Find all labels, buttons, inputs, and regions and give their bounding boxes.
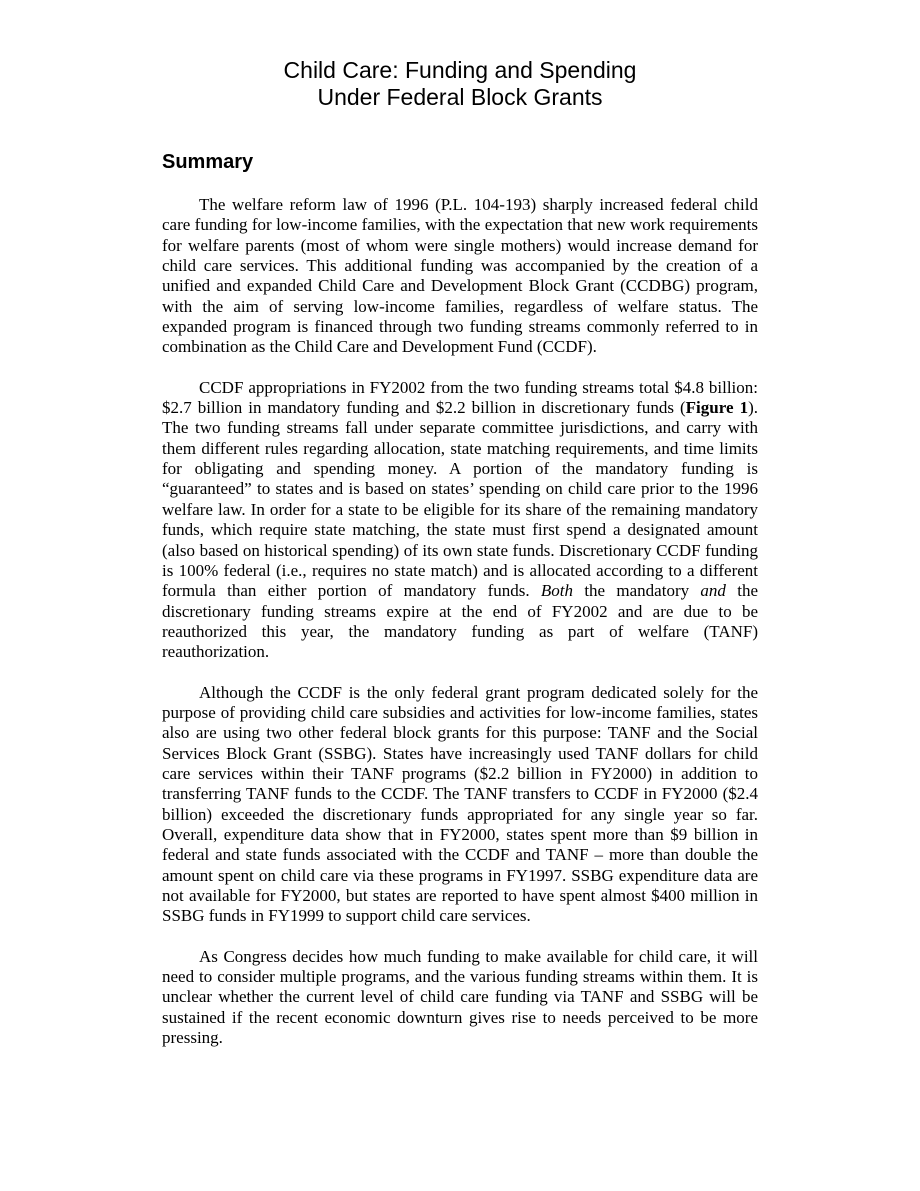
paragraph-4: As Congress decides how much funding to make available for child care, it will need to consider multiple programs, and the various funding streams within them. It is unclear whether the current level of child care funding via TANF and SSBG will be sustained if the recent economic downturn gives rise to needs perceived to be more pressing. xyxy=(162,946,758,1048)
paragraph-2-text-c: the mandatory xyxy=(573,581,701,601)
figure-1-reference: Figure 1 xyxy=(685,398,749,418)
title-line-2: Under Federal Block Grants xyxy=(317,84,603,110)
emphasis-both: Both xyxy=(540,581,574,601)
paragraph-2 xyxy=(162,378,758,663)
title-line-1: Child Care: Funding and Spending xyxy=(283,57,637,83)
paragraph-1: The welfare reform law of 1996 (P.L. 104-193) sharply increased federal child care funding for low-income families, with the expectation that new work requirements for welfare parents (most of whom were single mothers) would increase demand for child care services. This additional funding was accompanied by the creation of a unified and expanded Child Care and Development Block Grant (CCDBG) program, with the aim of serving low-income families, regardless of welfare status. The expanded program is financed through two funding streams commonly referred to in combination as the Child Care and Development Fund (CCDF). xyxy=(162,195,758,357)
paragraph-2-text-b: ). The two funding streams fall under separate committee jurisdictions, and carry with them different rules regarding allocation, state matching requirements, and time limits for obligating and spending money. A portion of the mandatory funding is “guaranteed” to states and is based on states’ spending on child care prior to the 1996 welfare law. In order for a state to be eligible for its share of the remaining mandatory funds, which require state matching, the state must first spend a designated amount (also based on historical spending) of its own state funds. Discretionary CCDF funding is 100% federal (i.e., requires no state match) and is allocated according to a different formula than either portion of mandatory funds. xyxy=(162,398,758,601)
summary-body xyxy=(162,195,758,1048)
section-heading-summary: Summary xyxy=(162,151,254,173)
page-title xyxy=(160,57,760,111)
paragraph-3: Although the CCDF is the only federal grant program dedicated solely for the purpose of providing child care subsidies and activities for low-income families, states also are using two other federal block grants for this purpose: TANF and the Social Services Block Grant (SSBG). States have increasingly used TANF dollars for child care services within their TANF programs ($2.2 billion in FY2000) in addition to transferring TANF funds to the CCDF. The TANF transfers to CCDF in FY2000 ($2.4 billion) exceeded the discretionary funds appropriated for any single year so far. Overall, expenditure data show that in FY2000, states spent more than $9 billion in federal and state funds associated with the CCDF and TANF – more than double the amount spent on child care via these programs in FY1997. SSBG expenditure data are not available for FY2000, but states are reported to have spent almost $400 million in SSBG funds in FY1999 to support child care services. xyxy=(162,682,758,926)
paragraph-2-text-d: the discretionary funding streams expire at the end of FY2002 and are due to be reauthorized this year, the mandatory funding as part of welfare (TANF) reauthorization. xyxy=(162,581,758,662)
emphasis-and: and xyxy=(700,581,726,601)
paragraph-2-text-a: CCDF appropriations in FY2002 from the two funding streams total $4.8 billion: $2.7 billion in mandatory funding and $2.2 billion in discretionary funds ( xyxy=(162,377,758,418)
